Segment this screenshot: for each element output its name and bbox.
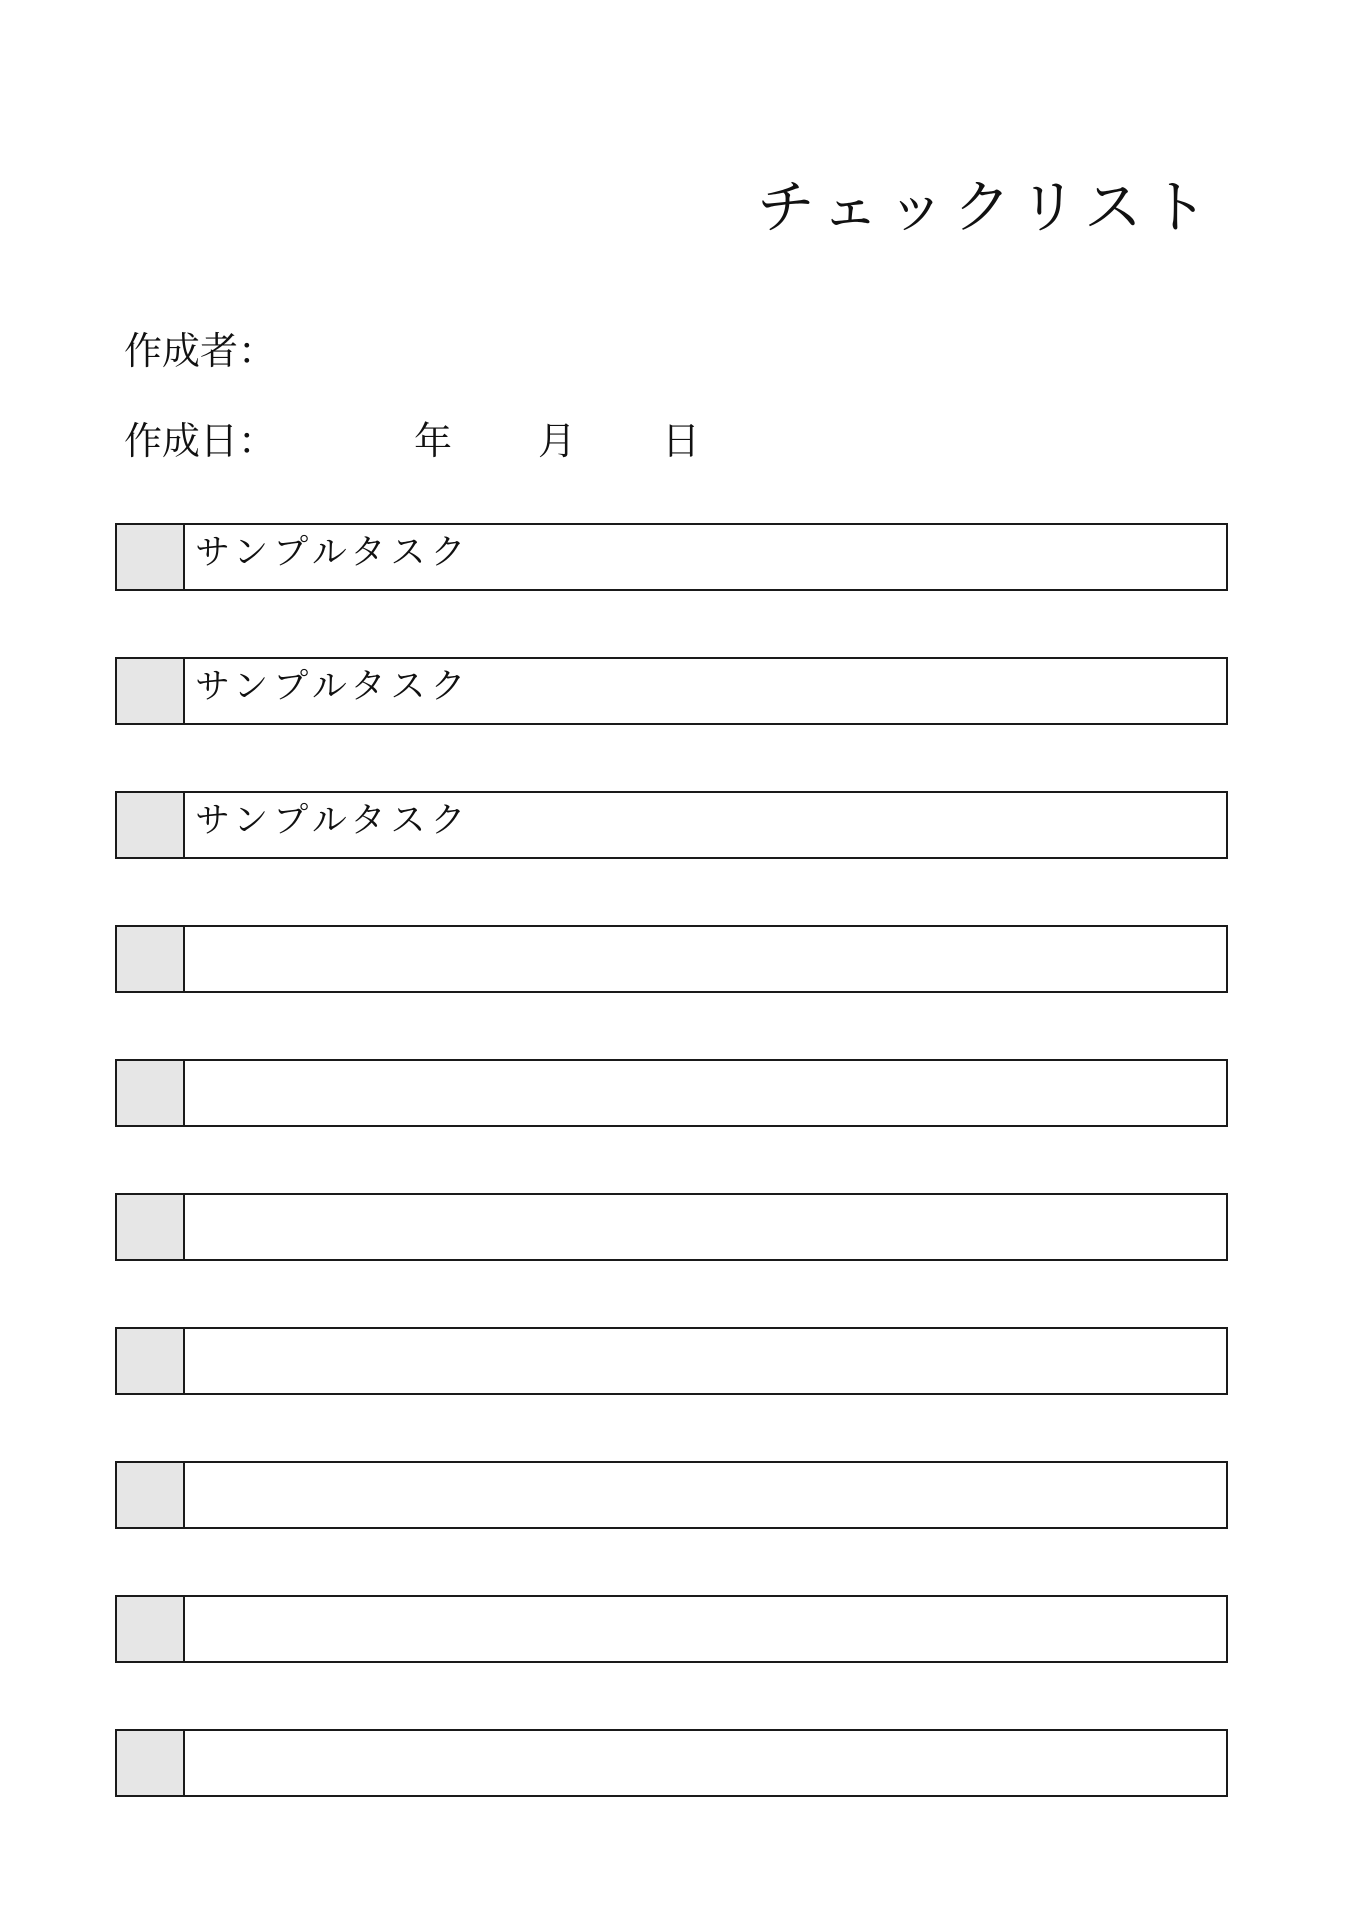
task-text-field[interactable]	[185, 1463, 1226, 1527]
task-checkbox[interactable]	[117, 1597, 185, 1661]
task-row	[115, 1327, 1228, 1395]
date-row	[124, 419, 701, 463]
task-text-field[interactable]	[185, 1195, 1226, 1259]
task-checkbox[interactable]	[117, 659, 185, 723]
author-label: 作成者：	[124, 329, 277, 373]
task-checkbox[interactable]	[117, 1731, 185, 1795]
task-row	[115, 1595, 1228, 1663]
task-text-field[interactable]	[185, 1731, 1226, 1795]
task-text-field[interactable]	[185, 1329, 1226, 1393]
task-row	[115, 1729, 1228, 1797]
task-checkbox[interactable]	[117, 525, 185, 589]
task-checkbox[interactable]	[117, 1463, 185, 1527]
task-checkbox[interactable]	[117, 793, 185, 857]
task-text-field[interactable]	[185, 927, 1226, 991]
task-row	[115, 523, 1228, 591]
task-row	[115, 1193, 1228, 1261]
task-text-field[interactable]: サンプルタスク	[195, 667, 471, 707]
year-unit-label: 年	[414, 419, 453, 463]
month-unit-label: 月	[538, 419, 577, 463]
task-row	[115, 791, 1228, 859]
task-text-field[interactable]	[185, 1061, 1226, 1125]
task-row	[115, 925, 1228, 993]
task-checkbox[interactable]	[117, 927, 185, 991]
task-text-field[interactable]: サンプルタスク	[195, 533, 471, 573]
author-row	[124, 329, 277, 373]
task-list	[115, 523, 1228, 1863]
task-text-field[interactable]: サンプルタスク	[195, 801, 471, 841]
task-row	[115, 1461, 1228, 1529]
task-row	[115, 1059, 1228, 1127]
task-checkbox[interactable]	[117, 1061, 185, 1125]
task-row	[115, 657, 1228, 725]
page-title: チェックリスト	[756, 173, 1216, 241]
task-checkbox[interactable]	[117, 1329, 185, 1393]
task-text-field[interactable]	[185, 1597, 1226, 1661]
day-unit-label: 日	[662, 419, 701, 463]
task-checkbox[interactable]	[117, 1195, 185, 1259]
date-label: 作成日：	[124, 419, 277, 463]
